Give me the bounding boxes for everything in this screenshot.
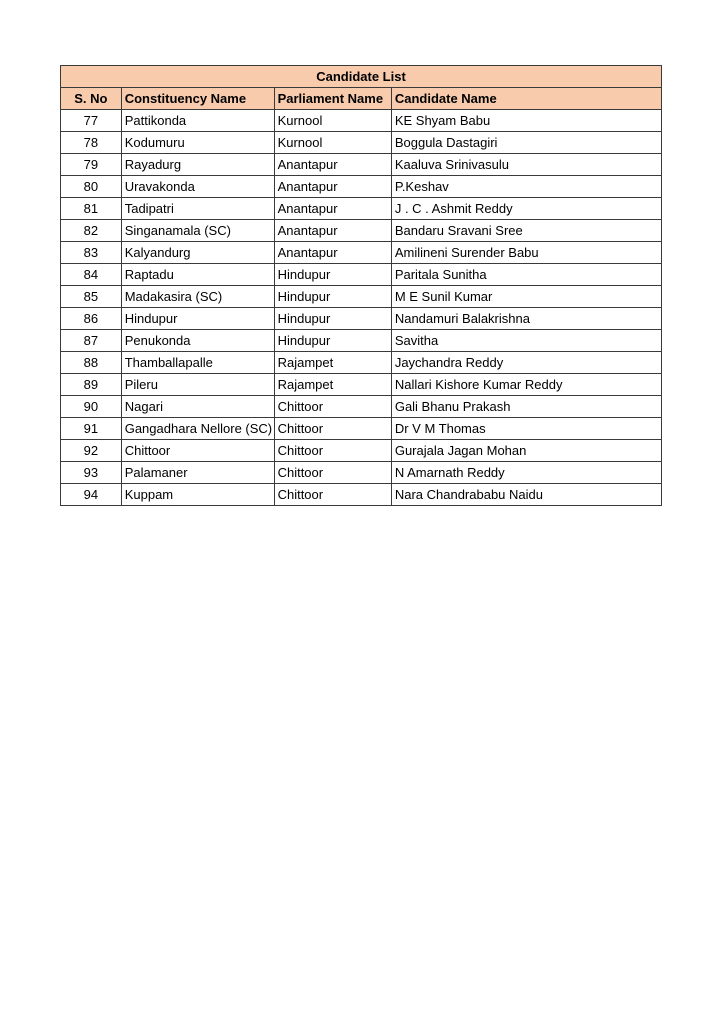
cell-candidate: Nara Chandrababu Naidu [391, 484, 661, 506]
header-candidate: Candidate Name [391, 88, 661, 110]
cell-sno: 90 [61, 396, 122, 418]
cell-candidate: Amilineni Surender Babu [391, 242, 661, 264]
cell-parliament: Hindupur [274, 308, 391, 330]
cell-candidate: Gurajala Jagan Mohan [391, 440, 661, 462]
cell-candidate: Savitha [391, 330, 661, 352]
cell-candidate: J . C . Ashmit Reddy [391, 198, 661, 220]
cell-constituency: Rayadurg [121, 154, 274, 176]
table-row [61, 352, 662, 374]
cell-sno: 91 [61, 418, 122, 440]
cell-sno: 92 [61, 440, 122, 462]
table-row [61, 154, 662, 176]
cell-constituency: Kuppam [121, 484, 274, 506]
cell-parliament: Chittoor [274, 418, 391, 440]
table-row [61, 220, 662, 242]
cell-sno: 83 [61, 242, 122, 264]
cell-constituency: Gangadhara Nellore (SC) [121, 418, 274, 440]
cell-sno: 81 [61, 198, 122, 220]
cell-sno: 94 [61, 484, 122, 506]
cell-constituency: Chittoor [121, 440, 274, 462]
cell-constituency: Raptadu [121, 264, 274, 286]
cell-candidate: Kaaluva Srinivasulu [391, 154, 661, 176]
table-row [61, 374, 662, 396]
cell-parliament: Chittoor [274, 462, 391, 484]
cell-sno: 82 [61, 220, 122, 242]
cell-candidate: Jaychandra Reddy [391, 352, 661, 374]
cell-constituency: Hindupur [121, 308, 274, 330]
table-row [61, 198, 662, 220]
table-row [61, 176, 662, 198]
header-parliament: Parliament Name [274, 88, 391, 110]
cell-parliament: Rajampet [274, 374, 391, 396]
cell-sno: 87 [61, 330, 122, 352]
table-row [61, 462, 662, 484]
table-row [61, 396, 662, 418]
table-row [61, 110, 662, 132]
table-row [61, 418, 662, 440]
cell-constituency: Penukonda [121, 330, 274, 352]
cell-parliament: Anantapur [274, 176, 391, 198]
cell-parliament: Anantapur [274, 242, 391, 264]
cell-constituency: Kalyandurg [121, 242, 274, 264]
cell-candidate: Bandaru Sravani Sree [391, 220, 661, 242]
cell-sno: 80 [61, 176, 122, 198]
cell-sno: 85 [61, 286, 122, 308]
cell-candidate: Gali Bhanu Prakash [391, 396, 661, 418]
cell-constituency: Palamaner [121, 462, 274, 484]
cell-sno: 88 [61, 352, 122, 374]
table-row [61, 484, 662, 506]
cell-constituency: Singanamala (SC) [121, 220, 274, 242]
header-constituency: Constituency Name [121, 88, 274, 110]
cell-candidate: KE Shyam Babu [391, 110, 661, 132]
table-title-row [61, 66, 662, 88]
cell-parliament: Rajampet [274, 352, 391, 374]
cell-candidate: P.Keshav [391, 176, 661, 198]
cell-constituency: Kodumuru [121, 132, 274, 154]
cell-candidate: M E Sunil Kumar [391, 286, 661, 308]
candidate-table [60, 65, 662, 506]
table-row [61, 132, 662, 154]
cell-parliament: Kurnool [274, 110, 391, 132]
cell-parliament: Anantapur [274, 220, 391, 242]
cell-candidate: Dr V M Thomas [391, 418, 661, 440]
cell-constituency: Madakasira (SC) [121, 286, 274, 308]
table-row [61, 440, 662, 462]
cell-parliament: Hindupur [274, 330, 391, 352]
cell-constituency: Tadipatri [121, 198, 274, 220]
table-row [61, 330, 662, 352]
cell-candidate: Nallari Kishore Kumar Reddy [391, 374, 661, 396]
table-header-row [61, 88, 662, 110]
table-title: Candidate List [61, 66, 662, 88]
cell-parliament: Chittoor [274, 396, 391, 418]
cell-sno: 89 [61, 374, 122, 396]
cell-sno: 78 [61, 132, 122, 154]
cell-parliament: Kurnool [274, 132, 391, 154]
cell-parliament: Hindupur [274, 286, 391, 308]
table-row [61, 286, 662, 308]
cell-parliament: Hindupur [274, 264, 391, 286]
header-sno: S. No [61, 88, 122, 110]
cell-candidate: Boggula Dastagiri [391, 132, 661, 154]
table-row [61, 264, 662, 286]
cell-sno: 84 [61, 264, 122, 286]
cell-sno: 86 [61, 308, 122, 330]
cell-candidate: Nandamuri Balakrishna [391, 308, 661, 330]
cell-candidate: N Amarnath Reddy [391, 462, 661, 484]
cell-constituency: Pileru [121, 374, 274, 396]
cell-constituency: Nagari [121, 396, 274, 418]
cell-constituency: Pattikonda [121, 110, 274, 132]
cell-parliament: Anantapur [274, 154, 391, 176]
cell-sno: 93 [61, 462, 122, 484]
cell-candidate: Paritala Sunitha [391, 264, 661, 286]
cell-sno: 79 [61, 154, 122, 176]
table-row [61, 242, 662, 264]
cell-parliament: Anantapur [274, 198, 391, 220]
cell-sno: 77 [61, 110, 122, 132]
table-row [61, 308, 662, 330]
cell-constituency: Thamballapalle [121, 352, 274, 374]
table-body [61, 110, 662, 506]
cell-constituency: Uravakonda [121, 176, 274, 198]
cell-parliament: Chittoor [274, 440, 391, 462]
cell-parliament: Chittoor [274, 484, 391, 506]
